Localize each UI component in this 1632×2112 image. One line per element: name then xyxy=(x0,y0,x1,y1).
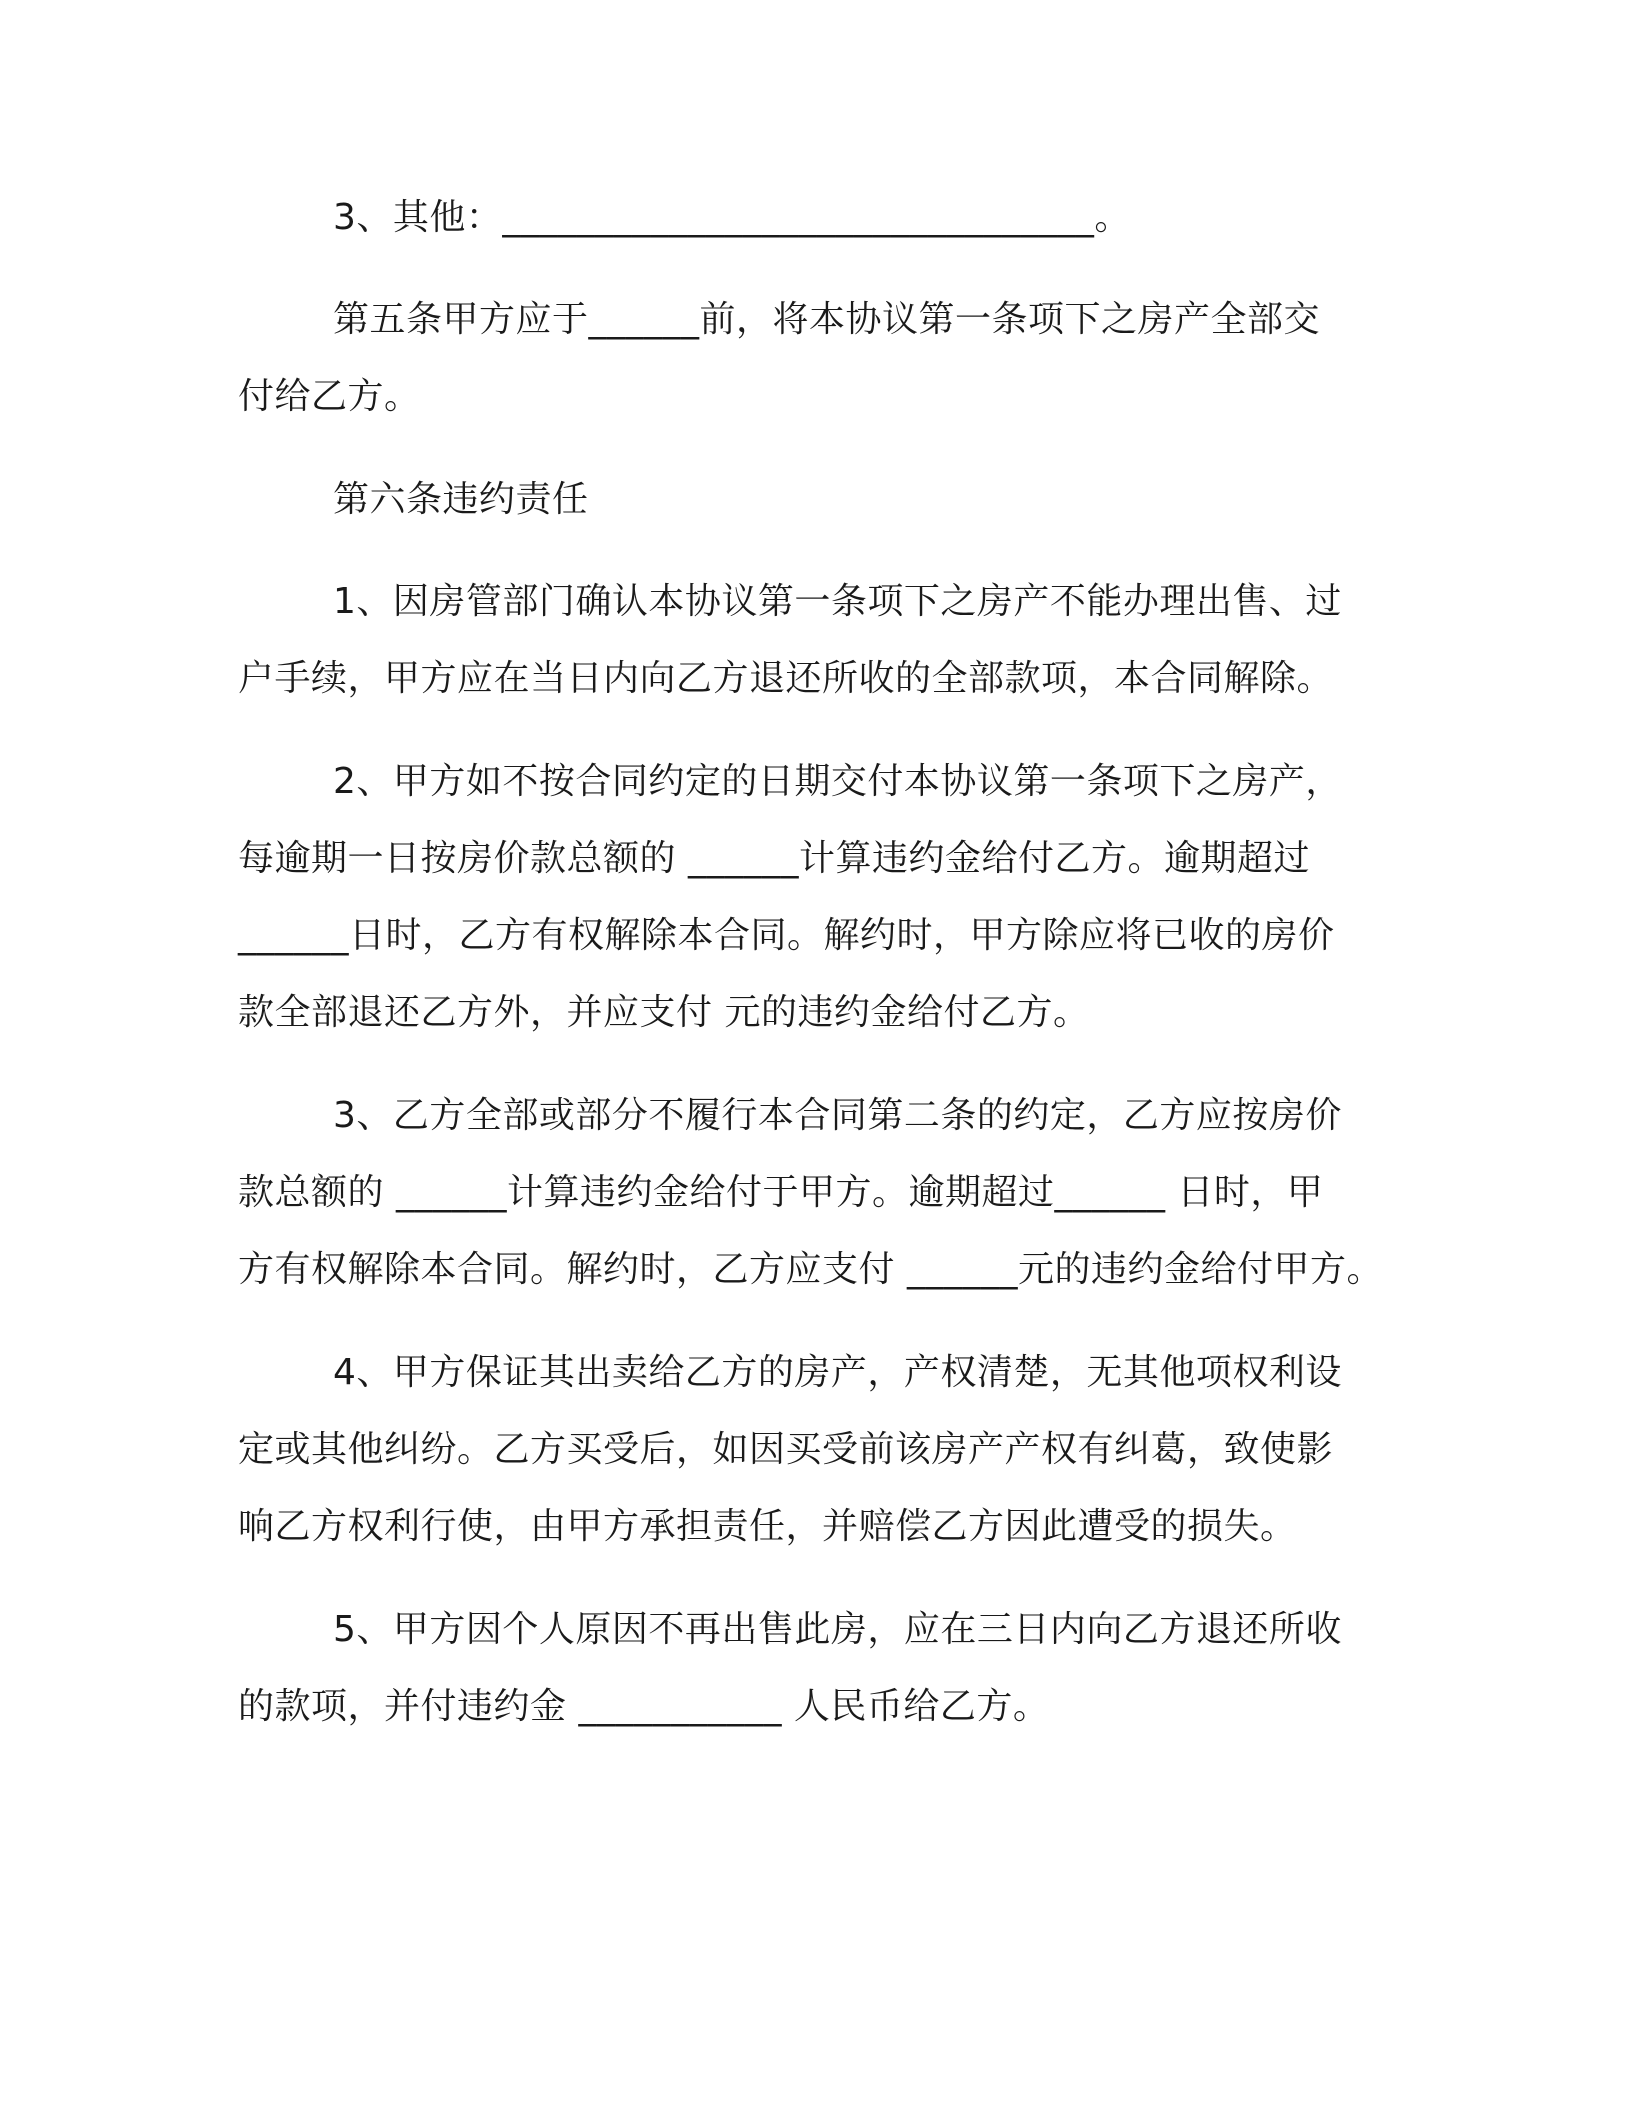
clause-4-item-3: 3、其他：________________________________。 xyxy=(333,197,1131,238)
article-6-item-3-line-1: 3、乙方全部或部分不履行本合同第二条的约定，乙方应按房价 xyxy=(333,1095,1342,1136)
article-6-item-4-line-2: 定或其他纠纷。乙方买受后，如因买受前该房产产权有纠葛，致使影 xyxy=(238,1429,1334,1470)
article-6-item-2-line-4: 款全部退还乙方外，并应支付 元的违约金给付乙方。 xyxy=(238,992,1090,1033)
article-6-item-1-line-2: 户手续，甲方应在当日内向乙方退还所收的全部款项，本合同解除。 xyxy=(238,658,1334,699)
article-6-item-4-line-3: 响乙方权利行使，由甲方承担责任，并赔偿乙方因此遭受的损失。 xyxy=(238,1506,1297,1547)
article-6-item-3-line-3: 方有权解除本合同。解约时，乙方应支付 ______元的违约金给付甲方。 xyxy=(238,1249,1383,1290)
article-6-item-3-line-2: 款总额的 ______计算违约金给付于甲方。逾期超过______ 日时，甲 xyxy=(238,1172,1324,1213)
article-5-line-2: 付给乙方。 xyxy=(238,376,421,417)
article-5-line-1: 第五条甲方应于______前，将本协议第一条项下之房产全部交 xyxy=(333,299,1321,340)
article-6-item-2-line-2: 每逾期一日按房价款总额的 ______计算违约金给付乙方。逾期超过 xyxy=(238,838,1310,879)
article-6-item-5-line-2: 的款项，并付违约金 ___________ 人民币给乙方。 xyxy=(238,1686,1050,1727)
article-6-item-2-line-3: ______日时，乙方有权解除本合同。解约时，甲方除应将已收的房价 xyxy=(238,915,1335,956)
article-6-heading: 第六条违约责任 xyxy=(333,479,589,520)
article-6-item-4-line-1: 4、甲方保证其出卖给乙方的房产，产权清楚，无其他项权利设 xyxy=(333,1352,1342,1393)
article-6-item-5-line-1: 5、甲方因个人原因不再出售此房，应在三日内向乙方退还所收 xyxy=(333,1609,1342,1650)
article-6-item-1-line-1: 1、因房管部门确认本协议第一条项下之房产不能办理出售、过 xyxy=(333,581,1342,622)
article-6-item-2-line-1: 2、甲方如不按合同约定的日期交付本协议第一条项下之房产， xyxy=(333,761,1342,802)
